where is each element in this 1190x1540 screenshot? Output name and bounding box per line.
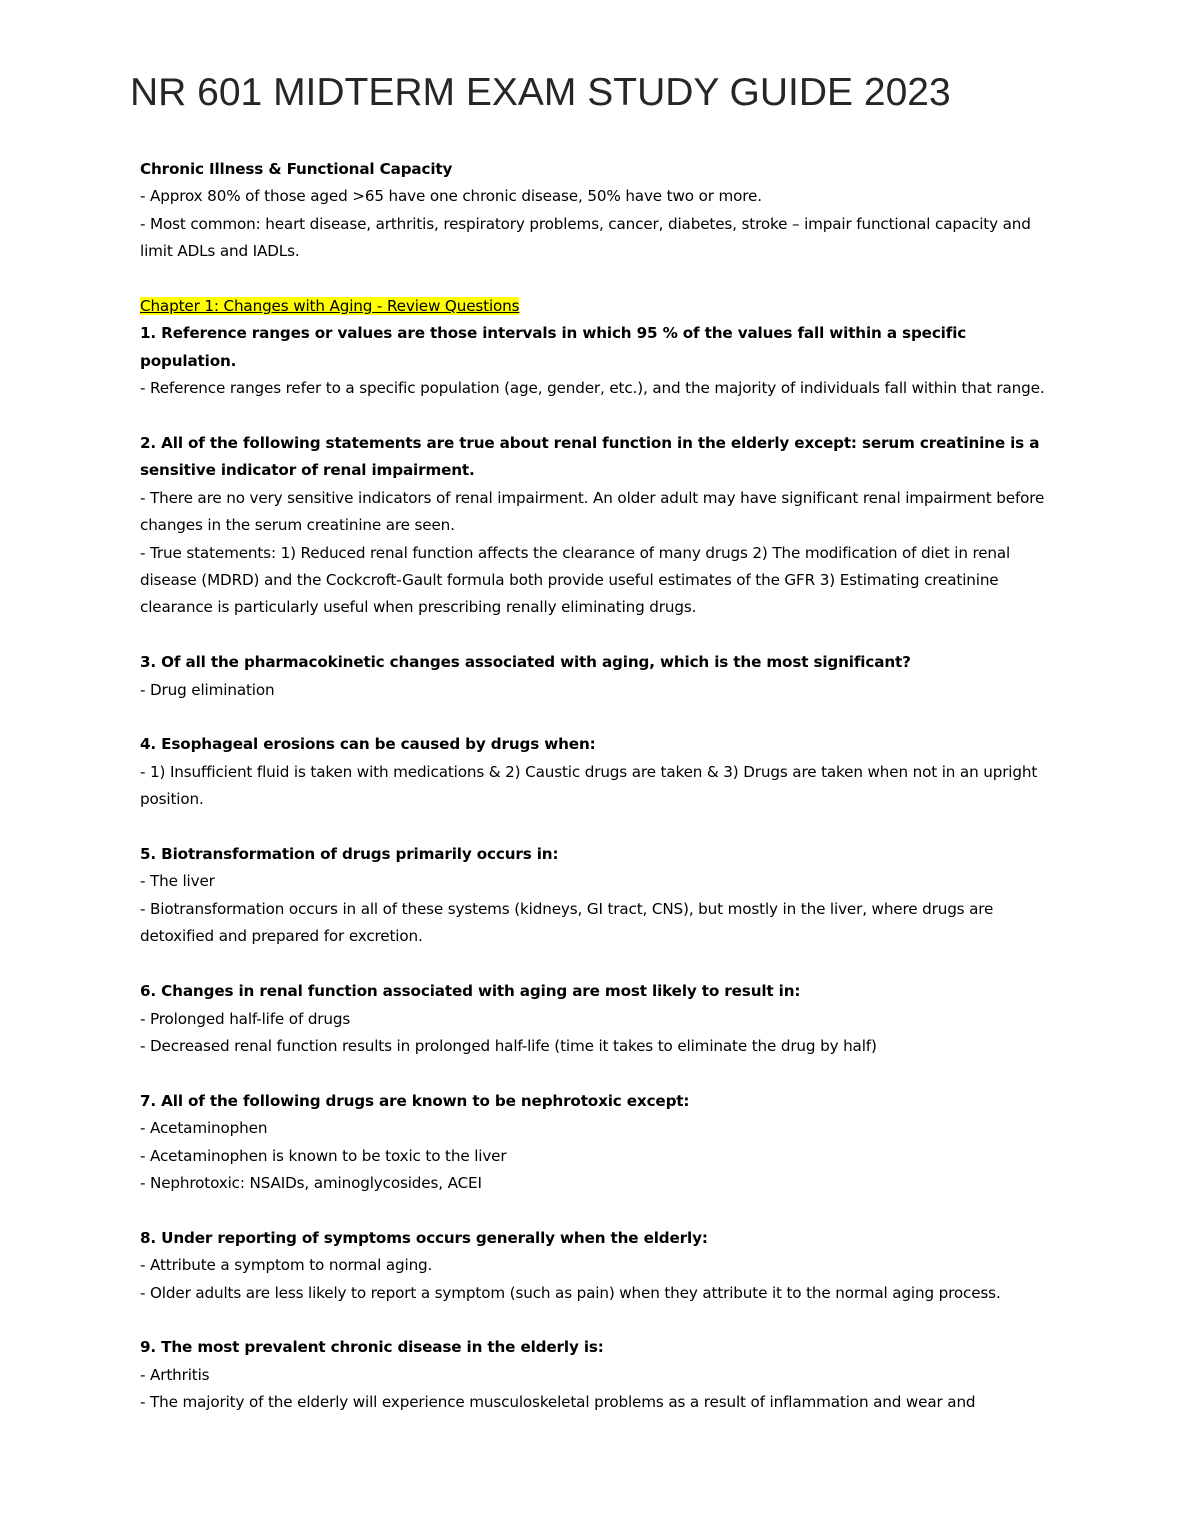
answer-line: - The liver xyxy=(140,872,215,891)
question-block xyxy=(140,1334,1050,1416)
answer-line: - Nephrotoxic: NSAIDs, aminoglycosides, ACEI xyxy=(140,1173,482,1192)
question-block xyxy=(140,731,1050,813)
question-block xyxy=(140,841,1050,951)
document-title: NR 601 MIDTERM EXAM STUDY GUIDE 2023 xyxy=(130,71,951,114)
section-heading: Chronic Illness & Functional Capacity xyxy=(140,160,453,178)
answer-line: - True statements: 1) Reduced renal function affects the clearance of many drugs 2) The modification of diet in renal disease (MDRD) and the Cockcroft-Gault formula both provide useful estimates of the GFR 3) Estimating creatinine clearance is particularly useful when prescribing renally eliminating drugs. xyxy=(140,543,1011,617)
question-text: 7. All of the following drugs are known to be nephrotoxic except: xyxy=(140,1091,690,1110)
question-block xyxy=(140,649,1050,704)
question-block xyxy=(140,293,1050,403)
intro-line: - Approx 80% of those aged >65 have one chronic disease, 50% have two or more. xyxy=(140,187,762,206)
answer-line: - Attribute a symptom to normal aging. xyxy=(140,1256,433,1275)
answer-line: - Arthritis xyxy=(140,1365,210,1384)
answer-line: - There are no very sensitive indicators of renal impairment. An older adult may have significant renal impairment before changes in the serum creatinine are seen. xyxy=(140,488,1045,535)
intro-line: - Most common: heart disease, arthritis, respiratory problems, cancer, diabetes, stroke – impair functional capacity and limit ADLs and IADLs. xyxy=(140,214,1031,261)
answer-line: - Prolonged half-life of drugs xyxy=(140,1009,351,1028)
answer-line: - Acetaminophen xyxy=(140,1119,268,1138)
answer-line: - Reference ranges refer to a specific population (age, gender, etc.), and the majority of individuals fall within that range. xyxy=(140,379,1045,398)
answer-line: - Older adults are less likely to report a symptom (such as pain) when they attribute it to the normal aging process. xyxy=(140,1283,1001,1302)
question-block xyxy=(140,978,1050,1060)
document-body xyxy=(140,156,1050,1444)
question-text: 8. Under reporting of symptoms occurs generally when the elderly: xyxy=(140,1228,708,1247)
answer-line: - Acetaminophen is known to be toxic to the liver xyxy=(140,1146,507,1165)
answer-line: - 1) Insufficient fluid is taken with medications & 2) Caustic drugs are taken & 3) Drugs are taken when not in an upright position. xyxy=(140,762,1038,809)
question-block xyxy=(140,1088,1050,1198)
question-text: 3. Of all the pharmacokinetic changes associated with aging, which is the most significant? xyxy=(140,653,911,672)
question-text: 6. Changes in renal function associated with aging are most likely to result in: xyxy=(140,982,801,1001)
answer-line: - Decreased renal function results in prolonged half-life (time it takes to eliminate the drug by half) xyxy=(140,1036,877,1055)
question-block xyxy=(140,1225,1050,1307)
answer-line: - Drug elimination xyxy=(140,680,275,699)
question-text: 1. Reference ranges or values are those intervals in which 95 % of the values fall within a specific population. xyxy=(140,324,967,370)
question-text: 2. All of the following statements are true about renal function in the elderly except: serum creatinine is a sensitive indicator of renal impairment. xyxy=(140,434,1040,480)
question-text: 9. The most prevalent chronic disease in the elderly is: xyxy=(140,1338,604,1357)
question-text: 5. Biotransformation of drugs primarily occurs in: xyxy=(140,845,559,864)
intro-section xyxy=(140,156,1050,266)
question-text: 4. Esophageal erosions can be caused by drugs when: xyxy=(140,735,596,754)
answer-line: - The majority of the elderly will experience musculoskeletal problems as a result of inflammation and wear and xyxy=(140,1393,976,1412)
question-block xyxy=(140,430,1050,622)
chapter-heading: Chapter 1: Changes with Aging - Review Questions xyxy=(140,297,520,316)
answer-line: - Biotransformation occurs in all of these systems (kidneys, GI tract, CNS), but mostly in the liver, where drugs are detoxified and prepared for excretion. xyxy=(140,899,994,946)
